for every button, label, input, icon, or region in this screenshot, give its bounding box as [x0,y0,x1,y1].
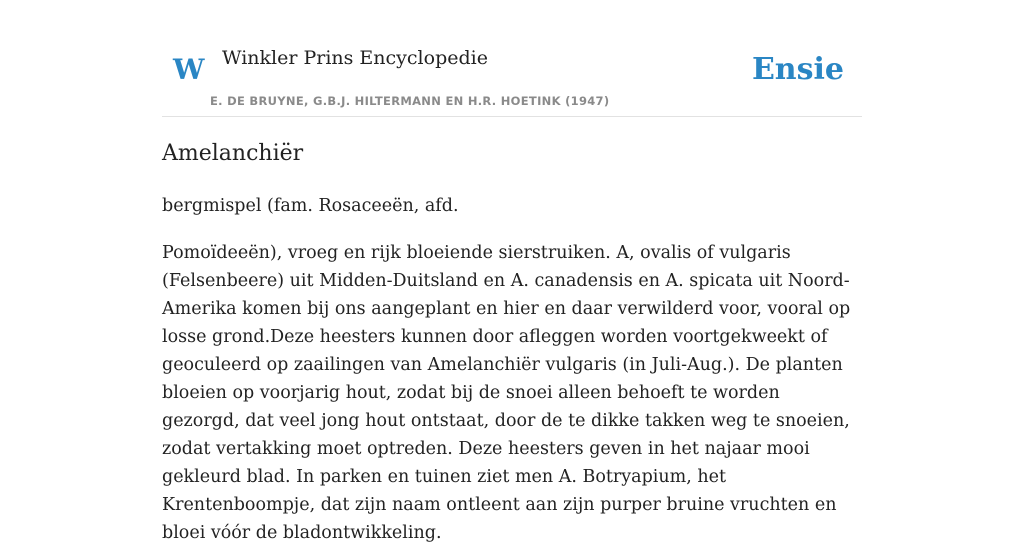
ensie-brand-logo[interactable]: Ensie [751,52,844,87]
article [162,138,862,547]
page-header [162,0,862,117]
entry-title: Amelanchiër [162,141,304,166]
article-paragraph: bergmispel (fam. Rosaceeën, afd. [162,196,459,216]
article-paragraph: Pomoïdeeën), vroeg en rijk bloeiende sierstruiken. A, ovalis of vulgaris (Felsenbeere) uit Midden-Duitsland en A. canadensis en A. spicata uit Noord-Amerika komen bij ons aangeplant en hier en daar verwilderd voor, vooral op losse grond.Deze heesters kunnen door afleggen worden voortgekweekt of geoculeerd op zaailingen van Amelanchiër vulgaris (in Juli-Aug.). De planten bloeien op voorjarig hout, zodat bij de snoei alleen behoeft te worden gezorgd, dat veel jong hout ontstaat, door de te dikke takken weg te snoeien, zodat vertakking moet optreden. Deze heesters geven in het najaar mooi gekleurd blad. In parken en tuinen ziet men A. Botryapium, het Krentenboompje, dat zijn naam ontleent aan zijn purper bruine vruchten en bloei vóór de bladontwikkeling. [162,243,851,543]
book-title[interactable]: Winkler Prins Encyclopedie [222,47,488,69]
winkler-prins-logo[interactable]: W [173,53,205,86]
book-authors: E. DE BRUYNE, G.B.J. HILTERMANN EN H.R. HOETINK (1947) [210,94,610,108]
